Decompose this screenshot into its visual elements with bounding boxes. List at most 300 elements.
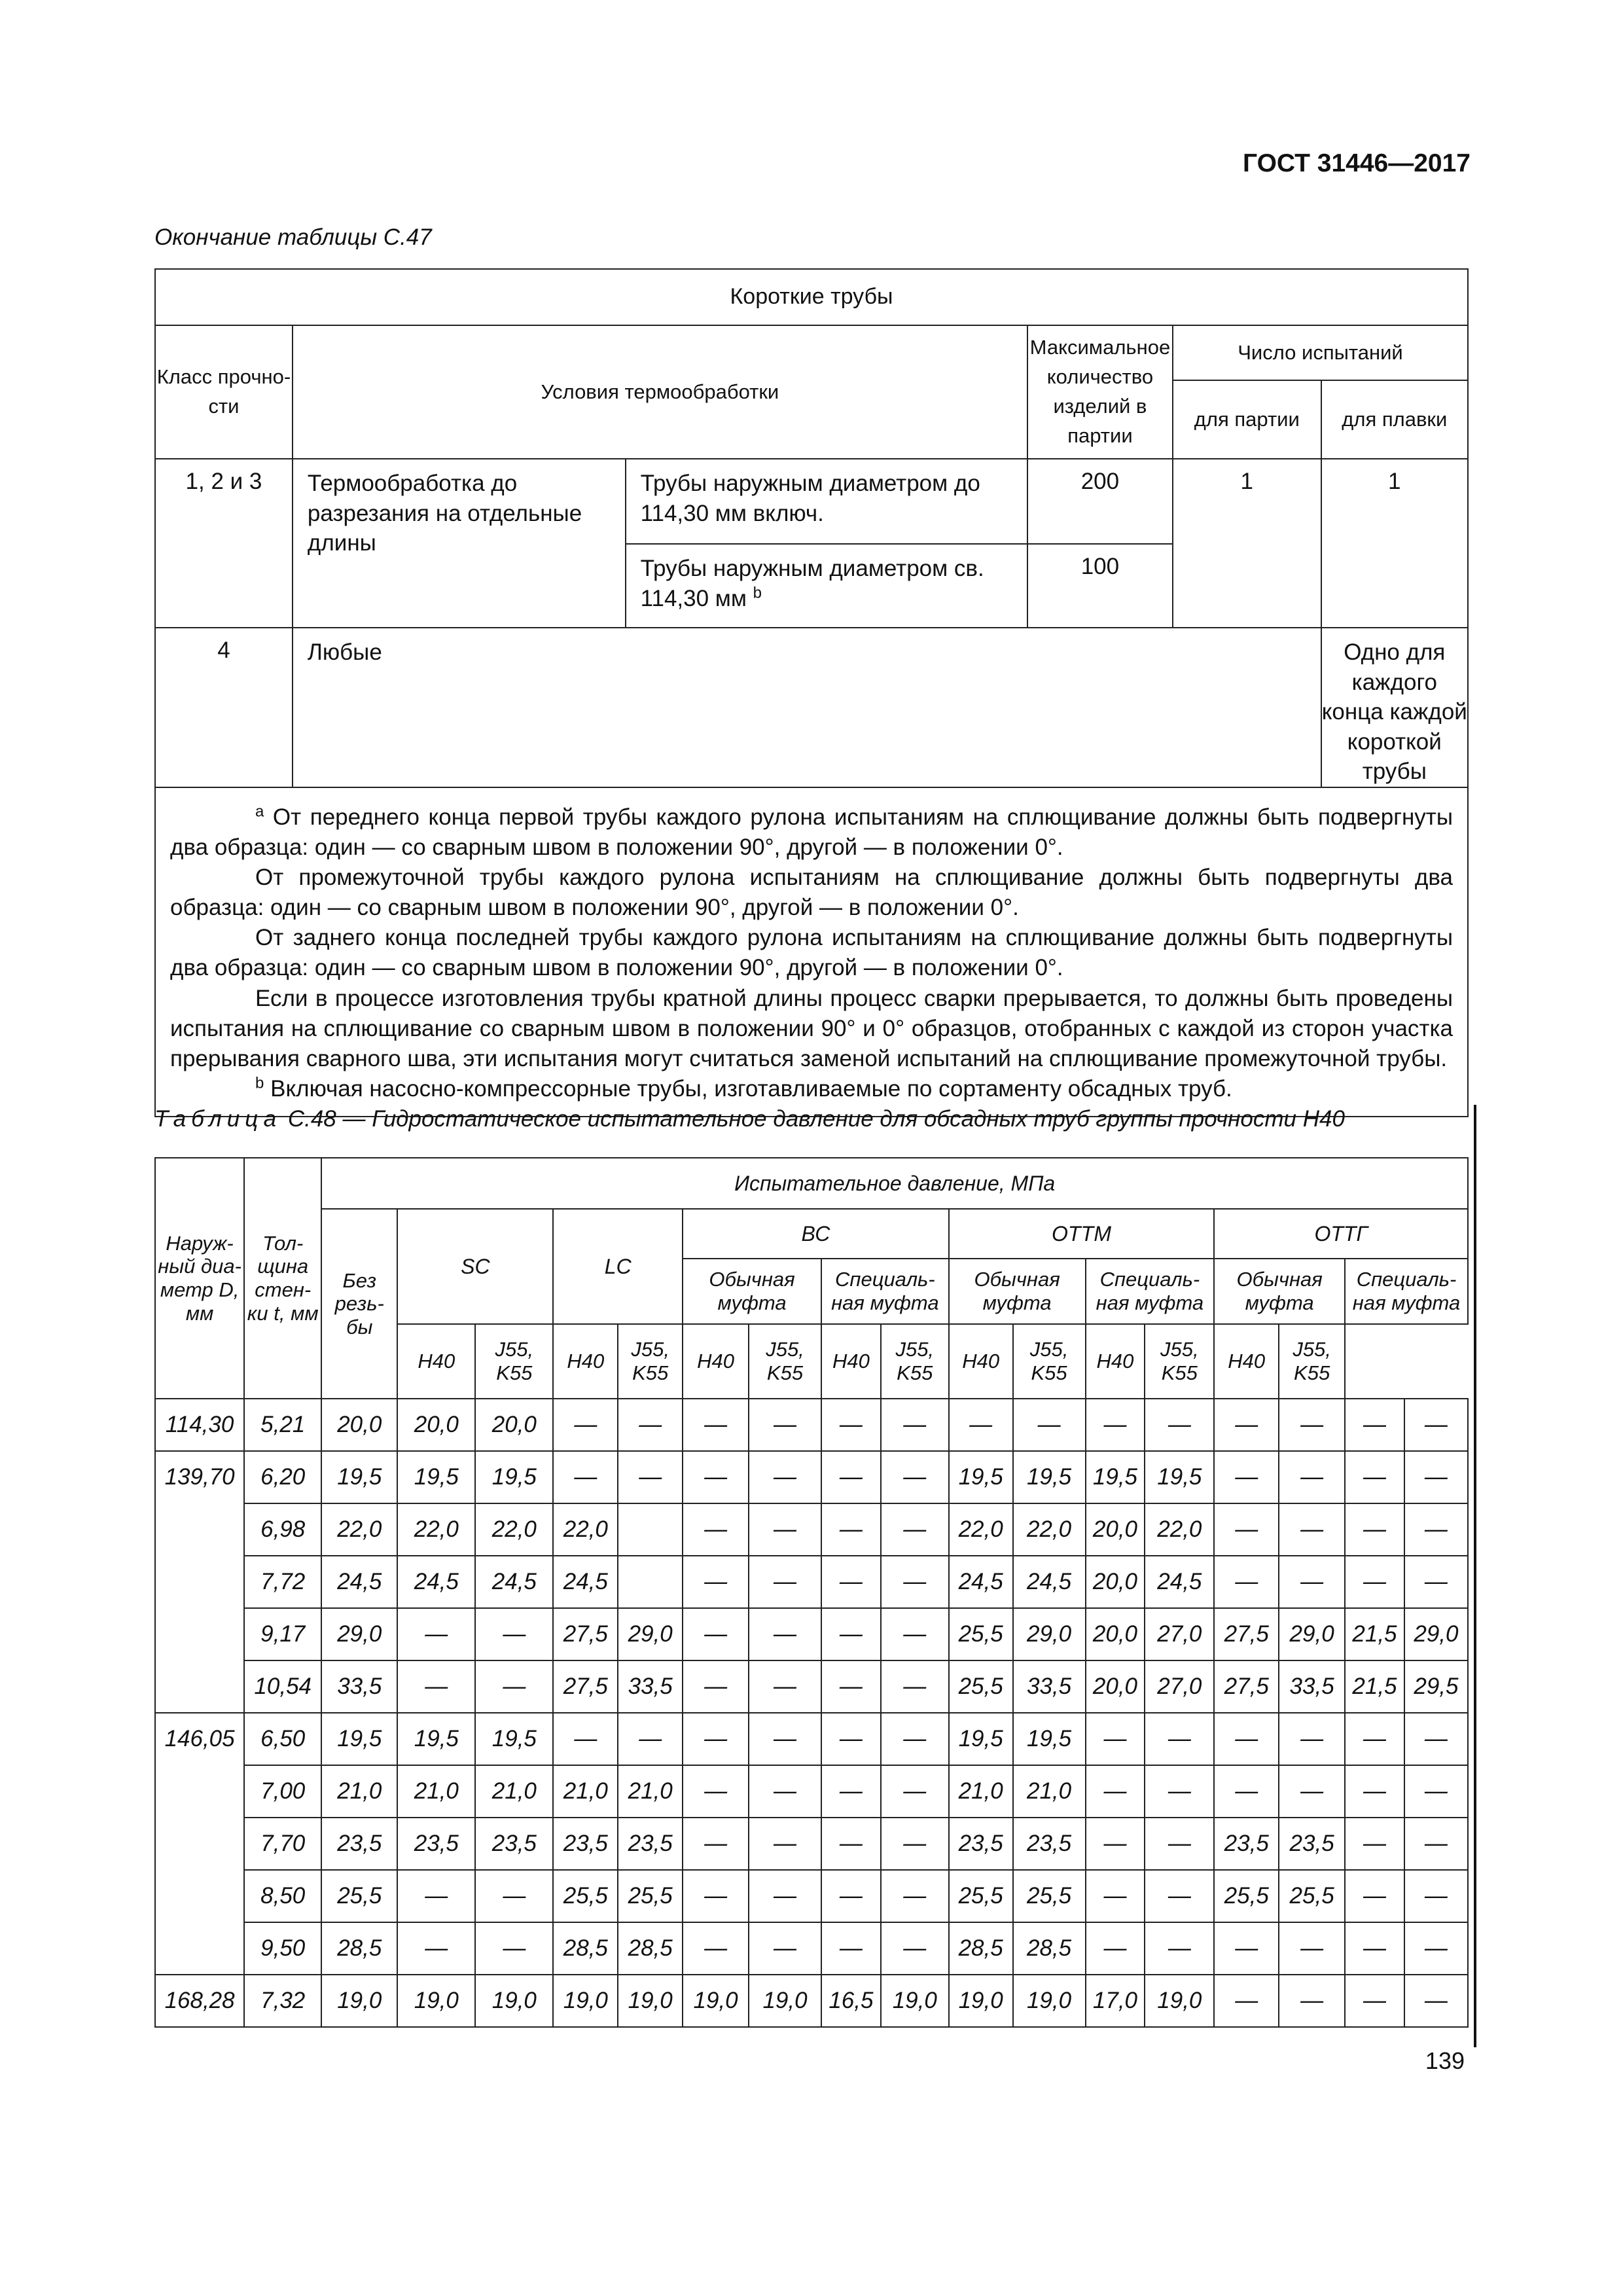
pressure-cell: — — [1145, 1399, 1214, 1451]
ottg-regular-coupling: Обычная муфта — [1214, 1259, 1345, 1324]
note-a-front: От переднего конца первой трубы каждого рулона испытаниям на сплющивание должны быть подвергнуты два образца: один — со сварным швом в положении 90°, другой — в положении 0°. — [170, 804, 1453, 860]
grade-j55-k55-header: J55, K55 — [475, 1324, 553, 1399]
table-row — [155, 1870, 1468, 1922]
diameter-cell — [155, 1660, 244, 1713]
pressure-cell: — — [821, 1399, 881, 1451]
pressure-cell: 27,5 — [1214, 1608, 1279, 1660]
pressure-cell: — — [881, 1713, 949, 1765]
table-row — [155, 1399, 1468, 1451]
pressure-cell: 24,5 — [475, 1556, 553, 1608]
grade-j55-k55-header: J55, K55 — [749, 1324, 821, 1399]
pressure-cell: — — [821, 1660, 881, 1713]
table-row — [155, 1503, 1468, 1556]
pressure-cell: — — [683, 1660, 749, 1713]
pressure-cell: 19,5 — [321, 1713, 397, 1765]
group-ottg-header: ОТТГ — [1214, 1209, 1468, 1259]
pressure-cell: 21,5 — [1345, 1660, 1404, 1713]
pressure-cell: — — [618, 1713, 683, 1765]
group-lc-header: LC — [553, 1209, 683, 1324]
pressure-cell: — — [881, 1556, 949, 1608]
wall-thickness-cell: 10,54 — [244, 1660, 321, 1713]
diameter-cell — [155, 1765, 244, 1818]
grade-j55-k55-header: J55, K55 — [1013, 1324, 1086, 1399]
pressure-cell: — — [749, 1660, 821, 1713]
pressure-cell: — — [618, 1451, 683, 1503]
row1-per-lot: 1 — [1173, 459, 1321, 628]
footnote-b-ref: b — [753, 583, 762, 601]
pressure-cell: 21,5 — [1345, 1608, 1404, 1660]
pressure-cell: — — [553, 1399, 618, 1451]
pressure-cell: 29,0 — [321, 1608, 397, 1660]
pressure-cell: — — [397, 1870, 475, 1922]
pressure-cell: — — [683, 1399, 749, 1451]
footnote-a-mark: a — [255, 802, 264, 820]
pressure-cell: 25,5 — [321, 1870, 397, 1922]
section-title: Короткие трубы — [155, 269, 1468, 325]
pressure-cell: — — [1345, 1503, 1404, 1556]
pressure-cell: — — [1214, 1556, 1279, 1608]
pressure-cell: 24,5 — [1145, 1556, 1214, 1608]
grade-j55-k55-header: J55, K55 — [1279, 1324, 1345, 1399]
pressure-cell: 24,5 — [1013, 1556, 1086, 1608]
pressure-cell: — — [683, 1556, 749, 1608]
pressure-cell: 22,0 — [553, 1503, 618, 1556]
pressure-cell: — — [683, 1608, 749, 1660]
pressure-cell: — — [553, 1451, 618, 1503]
pressure-cell: 19,5 — [475, 1451, 553, 1503]
pressure-cell: — — [1214, 1399, 1279, 1451]
row1-condition: Термообработка до разрезания на отдельные длины — [293, 459, 626, 628]
diameter-cell — [155, 1870, 244, 1922]
pressure-cell: — — [881, 1451, 949, 1503]
pressure-cell: 19,5 — [397, 1713, 475, 1765]
pressure-cell: — — [1145, 1765, 1214, 1818]
pressure-cell: 19,0 — [749, 1975, 821, 2027]
pressure-cell: 22,0 — [397, 1503, 475, 1556]
ottm-regular-coupling: Обычная муфта — [949, 1259, 1086, 1324]
diameter-cell — [155, 1608, 244, 1660]
pressure-cell: — — [1279, 1713, 1345, 1765]
pressure-cell: 24,5 — [949, 1556, 1013, 1608]
grade-j55-k55-header: J55, K55 — [881, 1324, 949, 1399]
pressure-cell: 25,5 — [949, 1660, 1013, 1713]
pressure-cell: — — [1214, 1922, 1279, 1975]
pressure-cell: — — [1404, 1503, 1468, 1556]
row1-class: 1, 2 и 3 — [155, 459, 293, 628]
col-pressure-header: Испытательное давление, МПа — [321, 1158, 1468, 1209]
wall-thickness-cell: 6,98 — [244, 1503, 321, 1556]
group-ottm-header: ОТТМ — [949, 1209, 1215, 1259]
pressure-cell: — — [1279, 1975, 1345, 2027]
table-c48-body — [155, 1399, 1468, 2027]
pressure-cell: 19,0 — [683, 1975, 749, 2027]
pressure-cell: 20,0 — [321, 1399, 397, 1451]
pressure-cell: 22,0 — [1013, 1503, 1086, 1556]
pressure-cell: — — [881, 1870, 949, 1922]
diameter-cell — [155, 1503, 244, 1556]
pressure-cell: — — [1145, 1870, 1214, 1922]
ottg-special-coupling: Специаль-ная муфта — [1345, 1259, 1468, 1324]
pressure-cell: — — [749, 1765, 821, 1818]
pressure-cell: 19,0 — [1013, 1975, 1086, 2027]
wall-thickness-cell: 5,21 — [244, 1399, 321, 1451]
pressure-cell: — — [1086, 1870, 1145, 1922]
wall-thickness-cell: 9,50 — [244, 1922, 321, 1975]
pressure-cell: — — [881, 1503, 949, 1556]
table-row — [155, 1556, 1468, 1608]
pressure-cell: — — [749, 1399, 821, 1451]
wall-thickness-cell: 7,00 — [244, 1765, 321, 1818]
pressure-cell: 21,0 — [321, 1765, 397, 1818]
col-max-qty-header: Максимальное количество изделий в партии — [1027, 325, 1173, 459]
pressure-cell: — — [397, 1660, 475, 1713]
pressure-cell: 23,5 — [618, 1818, 683, 1870]
bc-regular-coupling: Обычная муфта — [683, 1259, 821, 1324]
pressure-cell: 28,5 — [1013, 1922, 1086, 1975]
grade-h40-header: Н40 — [1086, 1324, 1145, 1399]
grade-h40-header: Н40 — [553, 1324, 618, 1399]
pressure-cell: — — [1145, 1713, 1214, 1765]
pressure-cell: — — [821, 1922, 881, 1975]
pressure-cell: 25,5 — [949, 1608, 1013, 1660]
pressure-cell: — — [683, 1713, 749, 1765]
pressure-cell: 25,5 — [1013, 1870, 1086, 1922]
table-notes — [155, 787, 1468, 1117]
pressure-cell: 25,5 — [949, 1870, 1013, 1922]
pressure-cell: — — [821, 1451, 881, 1503]
row1-sub1-qty: 200 — [1027, 459, 1173, 544]
pressure-cell: 21,0 — [618, 1765, 683, 1818]
grade-j55-k55-header: J55, K55 — [618, 1324, 683, 1399]
pressure-cell: — — [1404, 1713, 1468, 1765]
pressure-cell: — — [1279, 1556, 1345, 1608]
pressure-cell: — — [1404, 1922, 1468, 1975]
pressure-cell: — — [618, 1399, 683, 1451]
row1-sub2-text: Трубы наружным диаметром св. 114,30 мм — [640, 556, 984, 611]
pressure-cell: — — [749, 1503, 821, 1556]
pressure-cell: 20,0 — [397, 1399, 475, 1451]
pressure-cell: 27,5 — [1214, 1660, 1279, 1713]
pressure-cell: 20,0 — [1086, 1608, 1145, 1660]
pressure-cell: — — [1404, 1399, 1468, 1451]
pressure-cell: 23,5 — [949, 1818, 1013, 1870]
pressure-cell: — — [1345, 1556, 1404, 1608]
pressure-cell: 25,5 — [1279, 1870, 1345, 1922]
pressure-cell: — — [1279, 1399, 1345, 1451]
col-wall-header: Тол-щина стен-ки t, мм — [244, 1158, 321, 1399]
pressure-cell: — — [881, 1818, 949, 1870]
pressure-cell: — — [1086, 1765, 1145, 1818]
pressure-cell: — — [881, 1660, 949, 1713]
row2-tests: Одно для каждого конца каждой короткой трубы — [1321, 628, 1468, 787]
pressure-cell: 29,5 — [1404, 1660, 1468, 1713]
col-plain-end-header: Без резь-бы — [321, 1209, 397, 1399]
pressure-cell: — — [683, 1503, 749, 1556]
note-b: Включая насосно-компрессорные трубы, изготавливаемые по сортаменту обсадных труб. — [270, 1076, 1232, 1102]
wall-thickness-cell: 7,70 — [244, 1818, 321, 1870]
col-diameter-header: Наруж-ный диа-метр D, мм — [155, 1158, 244, 1399]
col-per-lot-header: для партии — [1173, 380, 1321, 459]
diameter-cell: 139,70 — [155, 1451, 244, 1503]
row2-condition: Любые — [293, 628, 1321, 787]
table-c47 — [154, 268, 1469, 1117]
pressure-cell: 33,5 — [321, 1660, 397, 1713]
pressure-cell: — — [1345, 1399, 1404, 1451]
pressure-cell: 19,0 — [321, 1975, 397, 2027]
pressure-cell: 19,5 — [1013, 1713, 1086, 1765]
table-row — [155, 1765, 1468, 1818]
pressure-cell: 33,5 — [1013, 1660, 1086, 1713]
pressure-cell: 19,5 — [949, 1713, 1013, 1765]
pressure-cell: 19,0 — [397, 1975, 475, 2027]
pressure-cell: 29,0 — [1279, 1608, 1345, 1660]
table-row — [155, 1818, 1468, 1870]
pressure-cell: — — [475, 1922, 553, 1975]
pressure-cell: — — [1214, 1975, 1279, 2027]
group-bc-header: ВС — [683, 1209, 949, 1259]
pressure-cell: 20,0 — [1086, 1503, 1145, 1556]
pressure-cell: 24,5 — [553, 1556, 618, 1608]
pressure-cell: — — [1345, 1870, 1404, 1922]
footnote-b-mark: b — [255, 1074, 264, 1092]
pressure-cell: 21,0 — [397, 1765, 475, 1818]
pressure-cell: 28,5 — [321, 1922, 397, 1975]
pressure-cell: 23,5 — [553, 1818, 618, 1870]
pressure-cell: — — [821, 1870, 881, 1922]
diameter-cell: 168,28 — [155, 1975, 244, 2027]
table-c48-caption — [154, 1106, 1345, 1132]
col-conditions-header: Условия термообработки — [293, 325, 1027, 459]
pressure-cell: 19,0 — [881, 1975, 949, 2027]
pressure-cell: — — [821, 1818, 881, 1870]
pressure-cell: — — [683, 1870, 749, 1922]
pressure-cell: 19,5 — [1013, 1451, 1086, 1503]
pressure-cell: — — [1214, 1765, 1279, 1818]
pressure-cell: 19,0 — [618, 1975, 683, 2027]
pressure-cell: 23,5 — [1214, 1818, 1279, 1870]
pressure-cell: — — [1345, 1713, 1404, 1765]
table-row — [155, 1660, 1468, 1713]
pressure-cell: — — [821, 1713, 881, 1765]
pressure-cell: — — [1279, 1503, 1345, 1556]
pressure-cell: 17,0 — [1086, 1975, 1145, 2027]
pressure-cell: 20,0 — [1086, 1660, 1145, 1713]
pressure-cell: 28,5 — [553, 1922, 618, 1975]
pressure-cell: — — [881, 1765, 949, 1818]
col-class-header: Класс прочно-сти — [155, 325, 293, 459]
pressure-cell: — — [1013, 1399, 1086, 1451]
pressure-cell: — — [683, 1765, 749, 1818]
pressure-cell: — — [553, 1713, 618, 1765]
pressure-cell: — — [821, 1503, 881, 1556]
pressure-cell: — — [1214, 1451, 1279, 1503]
pressure-cell: — — [881, 1608, 949, 1660]
col-tests-header: Число испытаний — [1173, 325, 1468, 380]
pressure-cell: — — [1404, 1765, 1468, 1818]
wall-thickness-cell: 6,50 — [244, 1713, 321, 1765]
pressure-cell: — — [1345, 1818, 1404, 1870]
pressure-cell: 19,5 — [397, 1451, 475, 1503]
pressure-cell: — — [475, 1870, 553, 1922]
pressure-cell: 19,0 — [1145, 1975, 1214, 2027]
row1-sub2 — [626, 544, 1027, 628]
diameter-cell: 146,05 — [155, 1713, 244, 1765]
caption-label: Таблица — [154, 1106, 282, 1132]
grade-h40-header: Н40 — [683, 1324, 749, 1399]
grade-h40-header: Н40 — [821, 1324, 881, 1399]
grade-h40-header: Н40 — [949, 1324, 1013, 1399]
diameter-cell — [155, 1556, 244, 1608]
pressure-cell: — — [397, 1608, 475, 1660]
pressure-cell: 21,0 — [553, 1765, 618, 1818]
pressure-cell: — — [1086, 1713, 1145, 1765]
pressure-cell: — — [749, 1922, 821, 1975]
pressure-cell: 20,0 — [1086, 1556, 1145, 1608]
pressure-cell: 20,0 — [475, 1399, 553, 1451]
pressure-cell: — — [1345, 1922, 1404, 1975]
pressure-cell: — — [1404, 1818, 1468, 1870]
pressure-cell: — — [1145, 1818, 1214, 1870]
pressure-cell: — — [749, 1713, 821, 1765]
wall-thickness-cell: 8,50 — [244, 1870, 321, 1922]
bc-special-coupling: Специаль-ная муфта — [821, 1259, 949, 1324]
pressure-cell: 19,0 — [475, 1975, 553, 2027]
pressure-cell: — — [1404, 1451, 1468, 1503]
row1-sub1: Трубы наружным диаметром до 114,30 мм включ. — [626, 459, 1027, 544]
col-per-heat-header: для плавки — [1321, 380, 1468, 459]
pressure-cell: 23,5 — [475, 1818, 553, 1870]
table-row — [155, 1922, 1468, 1975]
pressure-cell: — — [1145, 1922, 1214, 1975]
pressure-cell: 27,0 — [1145, 1608, 1214, 1660]
caption-text: С.48 — Гидростатическое испытательное давление для обсадных труб группы прочности Н40 — [287, 1106, 1345, 1132]
ottm-special-coupling: Специаль-ная муфта — [1086, 1259, 1215, 1324]
pressure-cell — [618, 1556, 683, 1608]
pressure-cell: — — [1345, 1765, 1404, 1818]
pressure-cell: 16,5 — [821, 1975, 881, 2027]
pressure-cell: 27,5 — [553, 1660, 618, 1713]
pressure-cell: 21,0 — [949, 1765, 1013, 1818]
pressure-cell: 22,0 — [321, 1503, 397, 1556]
pressure-cell: — — [1086, 1922, 1145, 1975]
pressure-cell: — — [1404, 1556, 1468, 1608]
note-a-rear: От заднего конца последней трубы каждого рулона испытаниям на сплющивание должны быть подвергнуты два образца: один — со сварным швом в положении 90°, другой — в положении 0°. — [170, 925, 1453, 981]
pressure-cell: — — [749, 1451, 821, 1503]
table-row — [155, 1608, 1468, 1660]
pressure-cell: 33,5 — [1279, 1660, 1345, 1713]
pressure-cell: — — [1404, 1870, 1468, 1922]
pressure-cell: 33,5 — [618, 1660, 683, 1713]
pressure-cell: — — [397, 1922, 475, 1975]
pressure-cell: 23,5 — [1013, 1818, 1086, 1870]
pressure-cell: — — [749, 1870, 821, 1922]
pressure-cell: 19,5 — [475, 1713, 553, 1765]
pressure-cell: 22,0 — [1145, 1503, 1214, 1556]
pressure-cell: 19,0 — [949, 1975, 1013, 2027]
pressure-cell: 27,0 — [1145, 1660, 1214, 1713]
diameter-cell — [155, 1818, 244, 1870]
pressure-cell: — — [1279, 1922, 1345, 1975]
pressure-cell: — — [749, 1818, 821, 1870]
pressure-cell: 29,0 — [618, 1608, 683, 1660]
grade-h40-header: Н40 — [1214, 1324, 1279, 1399]
pressure-cell: — — [683, 1818, 749, 1870]
pressure-cell: — — [1214, 1713, 1279, 1765]
pressure-cell: 19,5 — [949, 1451, 1013, 1503]
pressure-cell: — — [683, 1922, 749, 1975]
note-a-interrupt: Если в процессе изготовления трубы кратной длины процесс сварки прерывается, то должны быть проведены испытания на сплющивание со сварным швом в положении 90° и 0° образцов, отобранных с каждой из сторон участка прерывания сварного шва, эти испытания могут считаться заменой испытаний на сплющивание промежуточной трубы. — [170, 985, 1453, 1071]
pressure-cell: — — [881, 1399, 949, 1451]
pressure-cell: — — [1279, 1765, 1345, 1818]
pressure-cell: — — [749, 1608, 821, 1660]
pressure-cell: 29,0 — [1404, 1608, 1468, 1660]
pressure-cell: 21,0 — [1013, 1765, 1086, 1818]
pressure-cell: — — [475, 1660, 553, 1713]
page-number: 139 — [1425, 2047, 1465, 2074]
pressure-cell: 19,0 — [553, 1975, 618, 2027]
pressure-cell: — — [1404, 1975, 1468, 2027]
pressure-cell: 24,5 — [397, 1556, 475, 1608]
pressure-cell: 24,5 — [321, 1556, 397, 1608]
margin-rule — [1474, 1105, 1476, 2047]
wall-thickness-cell: 7,32 — [244, 1975, 321, 2027]
grade-j55-k55-header: J55, K55 — [1145, 1324, 1214, 1399]
row2-class: 4 — [155, 628, 293, 787]
pressure-cell: — — [1279, 1451, 1345, 1503]
pressure-cell: — — [749, 1556, 821, 1608]
table-row — [155, 1451, 1468, 1503]
wall-thickness-cell: 9,17 — [244, 1608, 321, 1660]
table-row — [155, 1975, 1468, 2027]
row1-per-heat: 1 — [1321, 459, 1468, 628]
note-a-middle: От промежуточной трубы каждого рулона испытаниям на сплющивание должны быть подвергнуты два образца: один — со сварным швом в положении 90°, другой — в положении 0°. — [170, 864, 1453, 921]
pressure-cell: — — [821, 1556, 881, 1608]
pressure-cell: — — [881, 1922, 949, 1975]
pressure-cell: 19,5 — [1145, 1451, 1214, 1503]
pressure-cell: 28,5 — [949, 1922, 1013, 1975]
pressure-cell: 22,0 — [475, 1503, 553, 1556]
pressure-cell: — — [821, 1608, 881, 1660]
pressure-cell: 25,5 — [1214, 1870, 1279, 1922]
table-c48 — [154, 1157, 1469, 2028]
row1-sub2-qty: 100 — [1027, 544, 1173, 628]
pressure-cell: — — [1086, 1399, 1145, 1451]
pressure-cell: — — [1214, 1503, 1279, 1556]
pressure-cell: — — [1345, 1451, 1404, 1503]
pressure-cell: 25,5 — [553, 1870, 618, 1922]
pressure-cell: — — [475, 1608, 553, 1660]
pressure-cell: 27,5 — [553, 1608, 618, 1660]
grade-h40-header: Н40 — [397, 1324, 475, 1399]
table-continuation-label: Окончание таблицы С.47 — [154, 224, 432, 250]
pressure-cell: 19,5 — [1086, 1451, 1145, 1503]
wall-thickness-cell: 7,72 — [244, 1556, 321, 1608]
pressure-cell — [618, 1503, 683, 1556]
pressure-cell: — — [1086, 1818, 1145, 1870]
pressure-cell: — — [1345, 1975, 1404, 2027]
pressure-cell: — — [683, 1451, 749, 1503]
pressure-cell: — — [949, 1399, 1013, 1451]
pressure-cell: 22,0 — [949, 1503, 1013, 1556]
pressure-cell: 23,5 — [1279, 1818, 1345, 1870]
group-sc-header: SC — [397, 1209, 553, 1324]
pressure-cell: 28,5 — [618, 1922, 683, 1975]
pressure-cell: 23,5 — [397, 1818, 475, 1870]
pressure-cell: 25,5 — [618, 1870, 683, 1922]
wall-thickness-cell: 6,20 — [244, 1451, 321, 1503]
diameter-cell — [155, 1922, 244, 1975]
standard-number: ГОСТ 31446—2017 — [1243, 149, 1471, 177]
